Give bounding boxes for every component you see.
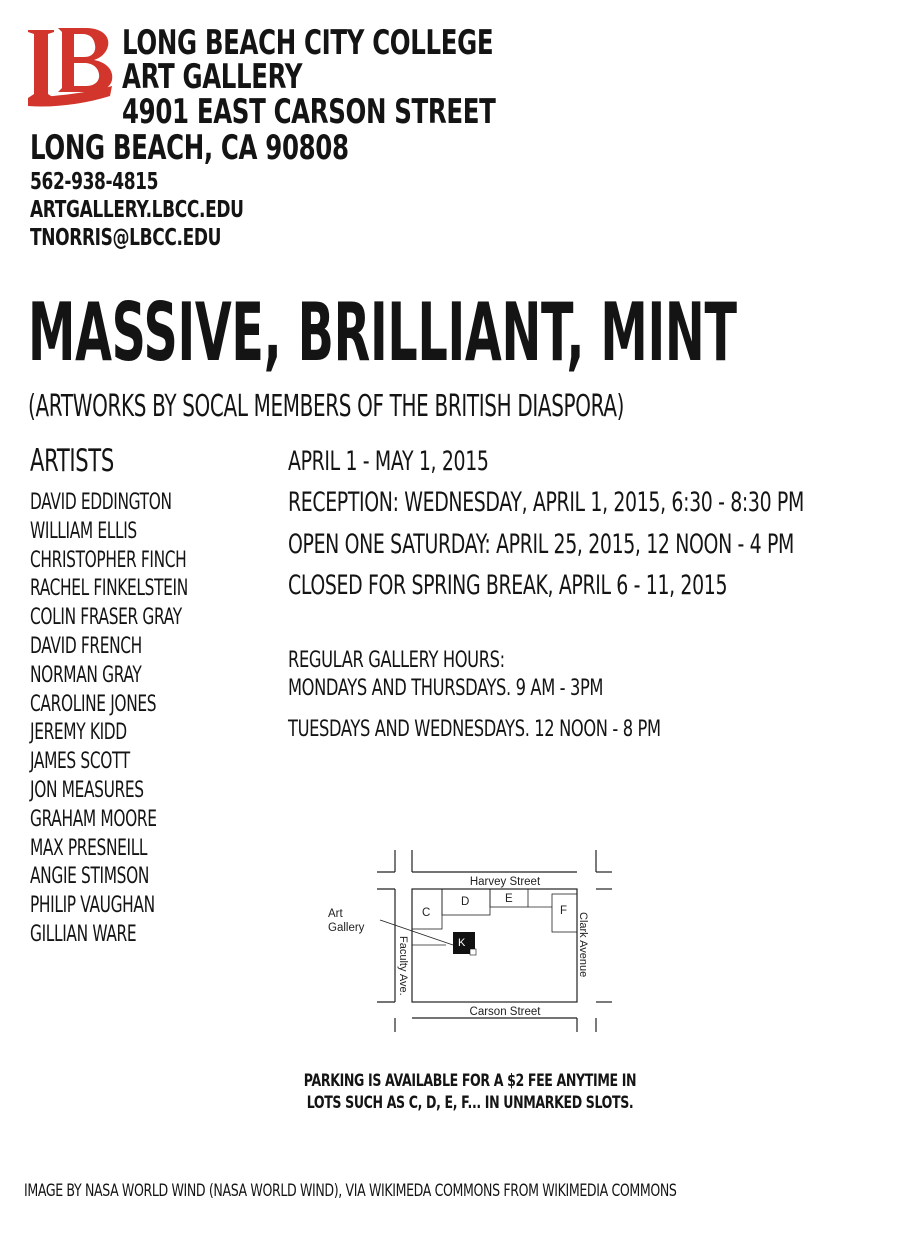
artist-name: COLIN FRASER GRAY (30, 605, 182, 631)
image-credit: IMAGE BY NASA WORLD WIND (NASA WORLD WIND), VIA WIKIMEDA COMMONS FROM WIKIMEDIA COMMONS (24, 1181, 677, 1201)
map-gallery-label: Gallery (328, 922, 365, 934)
parking-note (220, 1070, 720, 1114)
artist-name: GRAHAM MOORE (30, 806, 157, 832)
artist-name: GILLIAN WARE (30, 921, 137, 947)
parking-line-1: PARKING IS AVAILABLE FOR A $2 FEE ANYTIME IN (303, 1071, 637, 1091)
map-carson-street: Carson Street (469, 1006, 541, 1018)
map-lot-d: D (461, 896, 470, 908)
phone-number: 562-938-4815 (30, 169, 159, 195)
website-link[interactable]: ARTGALLERY.LBCC.EDU (30, 197, 244, 223)
parking-line-2: LOTS SUCH AS C, D, E, F... IN UNMARKED SLOTS. (306, 1093, 634, 1113)
artist-name: RACHEL FINKELSTEIN (30, 576, 188, 602)
artist-name: ANGIE STIMSON (30, 864, 150, 890)
artist-name: PHILIP VAUGHAN (30, 893, 155, 919)
artist-name: CHRISTOPHER FINCH (30, 547, 187, 573)
artist-name: WILLIAM ELLIS (30, 518, 137, 544)
hours-tue-wed: TUESDAYS AND WEDNESDAYS. 12 NOON - 8 PM (288, 717, 661, 742)
artist-name: JAMES SCOTT (30, 749, 130, 775)
artists-list (30, 489, 256, 950)
map-building-k: K (458, 937, 466, 949)
artist-name: JEREMY KIDD (30, 720, 127, 746)
institution-name: LONG BEACH CITY COLLEGE (122, 23, 494, 63)
campus-map (320, 842, 620, 1038)
department-name: ART GALLERY (122, 57, 303, 97)
map-lot-f: F (560, 905, 568, 917)
closed-info: CLOSED FOR SPRING BREAK, APRIL 6 - 11, 2015 (288, 570, 728, 601)
map-faculty-ave: Faculty Ave. (397, 936, 409, 996)
reception-info: RECEPTION: WEDNESDAY, APRIL 1, 2015, 6:30 - 8:30 PM (288, 487, 804, 518)
exhibition-dates: APRIL 1 - MAY 1, 2015 (288, 446, 489, 477)
map-lot-e: E (505, 893, 513, 905)
artist-name: DAVID FRENCH (30, 633, 142, 659)
map-lot-c: C (422, 907, 431, 919)
map-clark-avenue: Clark Avenue (577, 912, 589, 978)
artist-name: DAVID EDDINGTON (30, 490, 172, 515)
hours-mon-thu: MONDAYS AND THURSDAYS. 9 AM - 3PM (288, 676, 604, 701)
artist-name: CAROLINE JONES (30, 691, 157, 717)
map-harvey-street: Harvey Street (469, 876, 541, 888)
map-art-label: Art (328, 908, 343, 920)
lbcc-logo (24, 24, 116, 110)
email-link[interactable]: TNORRIS@LBCC.EDU (30, 225, 222, 251)
artist-name: MAX PRESNEILL (30, 835, 148, 861)
open-saturday-info: OPEN ONE SATURDAY: APRIL 25, 2015, 12 NOON - 4 PM (288, 529, 795, 560)
exhibition-subtitle: (ARTWORKS BY SOCAL MEMBERS OF THE BRITISH DIASPORA) (28, 389, 625, 424)
hours-heading: REGULAR GALLERY HOURS: (288, 648, 505, 673)
artist-name: JON MEASURES (30, 777, 144, 803)
street-address: 4901 EAST CARSON STREET (122, 92, 496, 132)
city-address: LONG BEACH, CA 90808 (30, 128, 349, 168)
exhibition-title: MASSIVE, BRILLIANT, MINT (28, 286, 737, 379)
artist-name: NORMAN GRAY (30, 662, 142, 688)
artists-heading: ARTISTS (30, 443, 114, 479)
